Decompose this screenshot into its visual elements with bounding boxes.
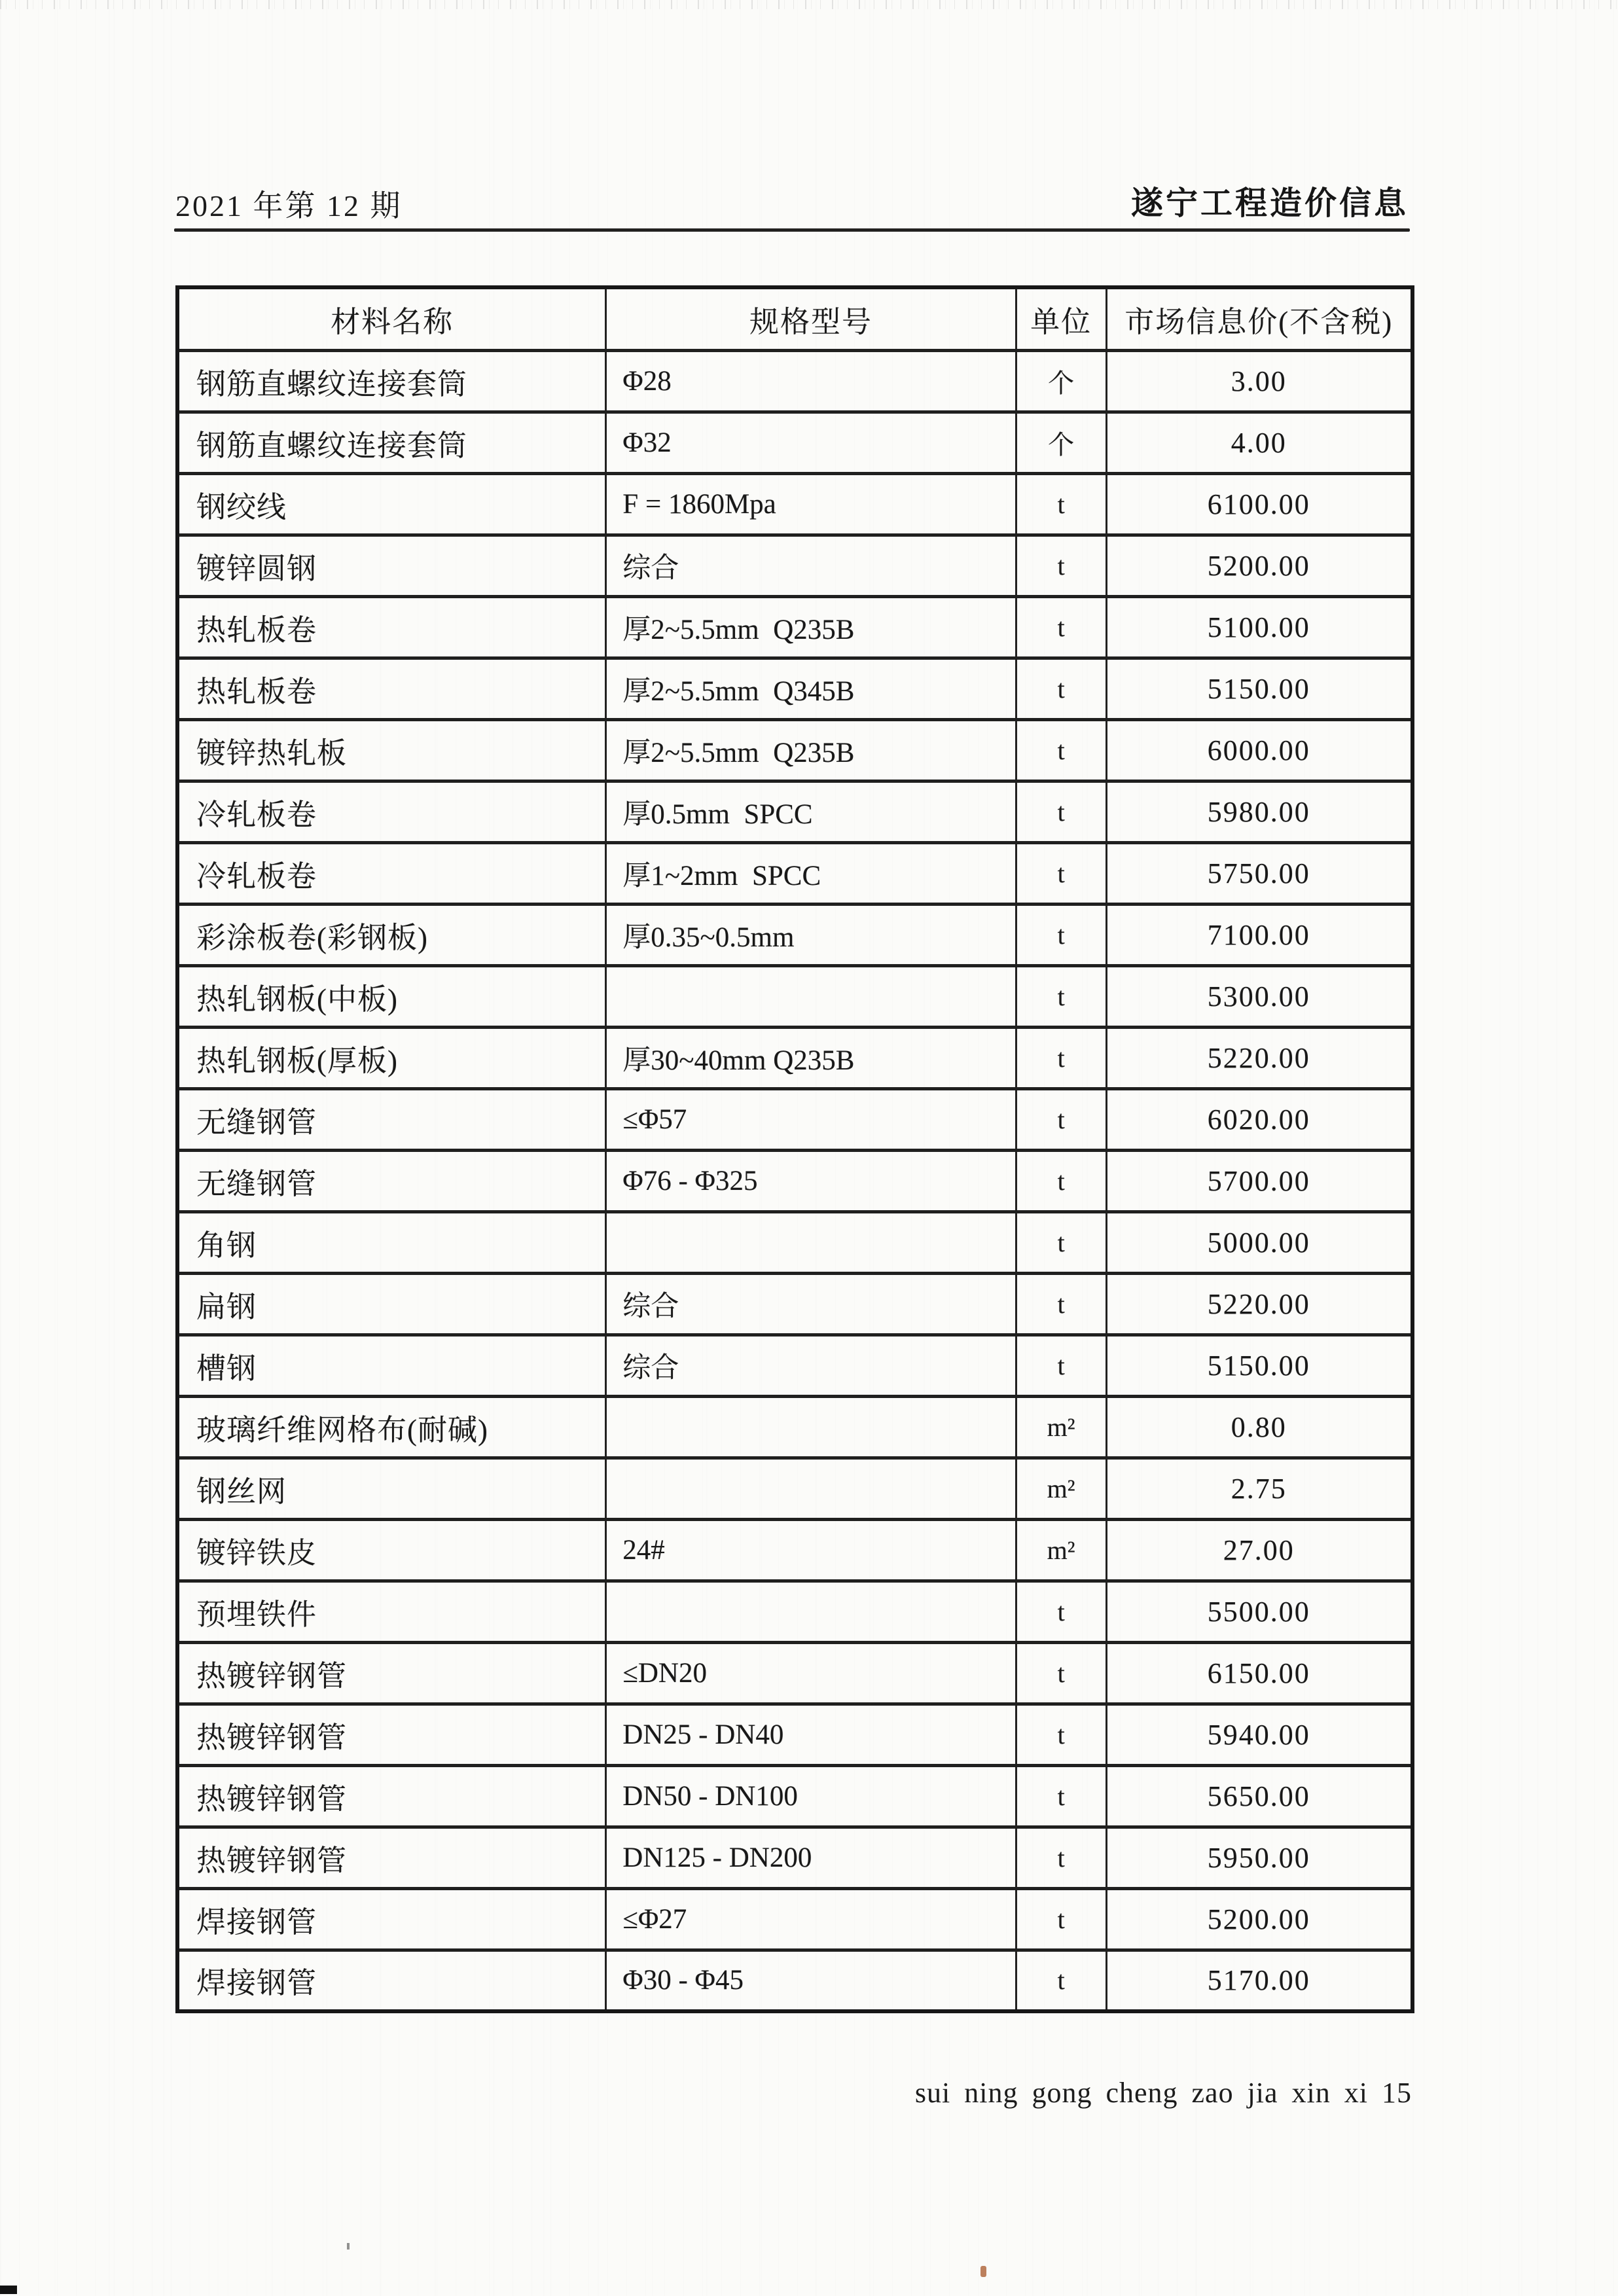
material-name-cell: 角钢 — [177, 1211, 606, 1273]
unit-cell: t — [1016, 1335, 1106, 1396]
spec-cell — [606, 1581, 1016, 1642]
material-name-cell: 无缝钢管 — [177, 1088, 606, 1150]
table-row — [177, 842, 1412, 904]
unit-cell: t — [1016, 473, 1106, 535]
column-header: 市场信息价(不含税) — [1106, 287, 1412, 350]
table-row — [177, 473, 1412, 535]
price-cell: 6020.00 — [1106, 1088, 1412, 1150]
spec-cell: 厚2~5.5mm Q235B — [606, 719, 1016, 781]
spec-cell: 24# — [606, 1519, 1016, 1581]
price-cell: 5220.00 — [1106, 1273, 1412, 1335]
price-cell: 5750.00 — [1106, 842, 1412, 904]
unit-cell: t — [1016, 535, 1106, 596]
material-name-cell: 热镀锌钢管 — [177, 1827, 606, 1888]
price-cell: 5220.00 — [1106, 1027, 1412, 1088]
column-header: 单位 — [1016, 287, 1106, 350]
column-header: 材料名称 — [177, 287, 606, 350]
spec-cell — [606, 965, 1016, 1027]
price-cell: 5200.00 — [1106, 535, 1412, 596]
unit-cell: t — [1016, 1888, 1106, 1950]
unit-cell: t — [1016, 1273, 1106, 1335]
price-cell: 5000.00 — [1106, 1211, 1412, 1273]
scan-artifact — [347, 2243, 350, 2250]
unit-cell: t — [1016, 658, 1106, 719]
table-row — [177, 1027, 1412, 1088]
price-cell: 5170.00 — [1106, 1950, 1412, 2011]
spec-cell: Φ32 — [606, 412, 1016, 473]
unit-cell: t — [1016, 1027, 1106, 1088]
spec-cell: ≤DN20 — [606, 1642, 1016, 1704]
journal-title: 遂宁工程造价信息 — [1130, 185, 1409, 221]
spec-cell: DN25 - DN40 — [606, 1704, 1016, 1765]
price-cell: 5940.00 — [1106, 1704, 1412, 1765]
unit-cell: t — [1016, 781, 1106, 842]
table-row — [177, 781, 1412, 842]
price-cell: 6150.00 — [1106, 1642, 1412, 1704]
spec-cell: ≤Φ27 — [606, 1888, 1016, 1950]
unit-cell: t — [1016, 1704, 1106, 1765]
spec-cell — [606, 1458, 1016, 1519]
spec-cell: 厚2~5.5mm Q345B — [606, 658, 1016, 719]
unit-cell: m² — [1016, 1519, 1106, 1581]
unit-cell: 个 — [1016, 412, 1106, 473]
table-row — [177, 1519, 1412, 1581]
unit-cell: t — [1016, 1581, 1106, 1642]
material-name-cell: 焊接钢管 — [177, 1888, 606, 1950]
price-cell: 5980.00 — [1106, 781, 1412, 842]
material-name-cell: 彩涂板卷(彩钢板) — [177, 904, 606, 965]
table-row — [177, 350, 1412, 412]
unit-cell: 个 — [1016, 350, 1106, 412]
price-cell: 5650.00 — [1106, 1765, 1412, 1827]
table-row — [177, 1273, 1412, 1335]
table-row — [177, 1335, 1412, 1396]
header-divider — [174, 228, 1410, 232]
material-name-cell: 钢筋直螺纹连接套筒 — [177, 412, 606, 473]
material-name-cell: 扁钢 — [177, 1273, 606, 1335]
price-cell: 3.00 — [1106, 350, 1412, 412]
spec-cell: DN50 - DN100 — [606, 1765, 1016, 1827]
price-cell: 27.00 — [1106, 1519, 1412, 1581]
spec-cell: Φ76 - Φ325 — [606, 1150, 1016, 1211]
price-cell: 6100.00 — [1106, 473, 1412, 535]
material-name-cell: 热轧钢板(厚板) — [177, 1027, 606, 1088]
price-cell: 0.80 — [1106, 1396, 1412, 1458]
material-name-cell: 冷轧板卷 — [177, 781, 606, 842]
scan-noise-band — [0, 0, 1618, 9]
table-header-row — [177, 287, 1412, 350]
spec-cell: DN125 - DN200 — [606, 1827, 1016, 1888]
price-cell: 5100.00 — [1106, 596, 1412, 658]
unit-cell: t — [1016, 1642, 1106, 1704]
spec-cell: 厚2~5.5mm Q235B — [606, 596, 1016, 658]
scan-artifact — [0, 2286, 17, 2294]
table-row — [177, 535, 1412, 596]
spec-cell — [606, 1211, 1016, 1273]
price-cell: 5150.00 — [1106, 1335, 1412, 1396]
unit-cell: m² — [1016, 1396, 1106, 1458]
price-cell: 4.00 — [1106, 412, 1412, 473]
unit-cell: t — [1016, 1950, 1106, 2011]
price-cell: 5300.00 — [1106, 965, 1412, 1027]
unit-cell: t — [1016, 904, 1106, 965]
material-name-cell: 预埋铁件 — [177, 1581, 606, 1642]
spec-cell: 厚0.5mm SPCC — [606, 781, 1016, 842]
material-name-cell: 钢丝网 — [177, 1458, 606, 1519]
price-cell: 5200.00 — [1106, 1888, 1412, 1950]
price-cell: 5500.00 — [1106, 1581, 1412, 1642]
table-row — [177, 1704, 1412, 1765]
material-name-cell: 槽钢 — [177, 1335, 606, 1396]
table-row — [177, 965, 1412, 1027]
spec-cell: 厚1~2mm SPCC — [606, 842, 1016, 904]
material-name-cell: 冷轧板卷 — [177, 842, 606, 904]
unit-cell: t — [1016, 1211, 1106, 1273]
issue-label: 2021 年第 12 期 — [175, 189, 403, 223]
table-row — [177, 1581, 1412, 1642]
material-price-table — [175, 285, 1414, 2013]
spec-cell: 综合 — [606, 535, 1016, 596]
unit-cell: m² — [1016, 1458, 1106, 1519]
material-name-cell: 热轧板卷 — [177, 658, 606, 719]
table-row — [177, 412, 1412, 473]
table-row — [177, 1827, 1412, 1888]
price-cell: 5700.00 — [1106, 1150, 1412, 1211]
table-row — [177, 1458, 1412, 1519]
price-cell: 5150.00 — [1106, 658, 1412, 719]
price-cell: 7100.00 — [1106, 904, 1412, 965]
spec-cell: Φ28 — [606, 350, 1016, 412]
table-row — [177, 904, 1412, 965]
table-row — [177, 719, 1412, 781]
unit-cell: t — [1016, 842, 1106, 904]
unit-cell: t — [1016, 1827, 1106, 1888]
spec-cell: F = 1860Mpa — [606, 473, 1016, 535]
spec-cell: 厚30~40mm Q235B — [606, 1027, 1016, 1088]
table-row — [177, 1765, 1412, 1827]
material-name-cell: 钢筋直螺纹连接套筒 — [177, 350, 606, 412]
material-name-cell: 焊接钢管 — [177, 1950, 606, 2011]
spec-cell: 综合 — [606, 1273, 1016, 1335]
material-name-cell: 镀锌铁皮 — [177, 1519, 606, 1581]
unit-cell: t — [1016, 1150, 1106, 1211]
material-name-cell: 热轧钢板(中板) — [177, 965, 606, 1027]
table-row — [177, 1396, 1412, 1458]
table-row — [177, 596, 1412, 658]
spec-cell: Φ30 - Φ45 — [606, 1950, 1016, 2011]
table-row — [177, 1088, 1412, 1150]
material-name-cell: 玻璃纤维网格布(耐碱) — [177, 1396, 606, 1458]
table-row — [177, 1211, 1412, 1273]
material-name-cell: 热镀锌钢管 — [177, 1765, 606, 1827]
material-name-cell: 钢绞线 — [177, 473, 606, 535]
unit-cell: t — [1016, 1765, 1106, 1827]
table-row — [177, 658, 1412, 719]
material-name-cell: 热镀锌钢管 — [177, 1704, 606, 1765]
spec-cell: 厚0.35~0.5mm — [606, 904, 1016, 965]
price-cell: 2.75 — [1106, 1458, 1412, 1519]
unit-cell: t — [1016, 719, 1106, 781]
unit-cell: t — [1016, 1088, 1106, 1150]
column-header: 规格型号 — [606, 287, 1016, 350]
material-name-cell: 热镀锌钢管 — [177, 1642, 606, 1704]
material-name-cell: 镀锌圆钢 — [177, 535, 606, 596]
page-footer-romanization: sui ning gong cheng zao jia xin xi 15 — [914, 2077, 1412, 2109]
scan-artifact — [980, 2266, 986, 2277]
table-row — [177, 1888, 1412, 1950]
unit-cell: t — [1016, 596, 1106, 658]
table-row — [177, 1950, 1412, 2011]
unit-cell: t — [1016, 965, 1106, 1027]
table-row — [177, 1642, 1412, 1704]
spec-cell: 综合 — [606, 1335, 1016, 1396]
spec-cell — [606, 1396, 1016, 1458]
material-name-cell: 无缝钢管 — [177, 1150, 606, 1211]
material-name-cell: 镀锌热轧板 — [177, 719, 606, 781]
table-row — [177, 1150, 1412, 1211]
spec-cell: ≤Φ57 — [606, 1088, 1016, 1150]
price-cell: 5950.00 — [1106, 1827, 1412, 1888]
material-name-cell: 热轧板卷 — [177, 596, 606, 658]
price-cell: 6000.00 — [1106, 719, 1412, 781]
